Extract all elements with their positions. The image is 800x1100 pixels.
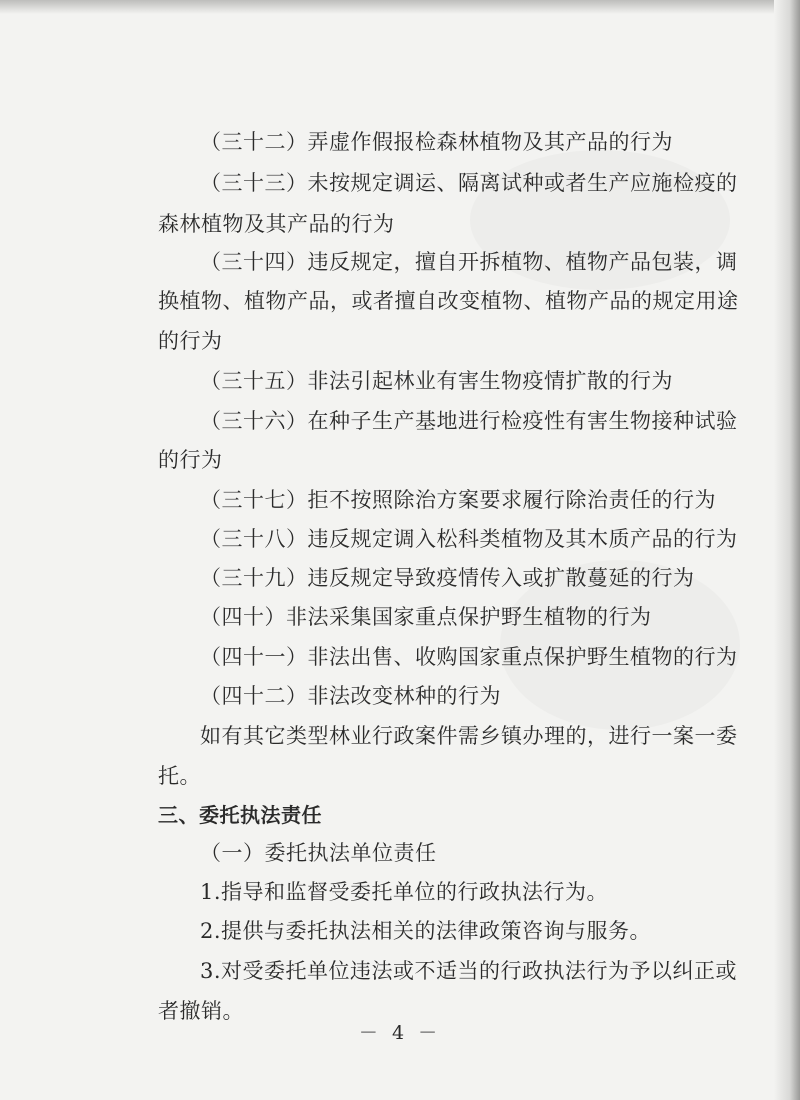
text-line: （三十八）违反规定调入松科类植物及其木质产品的行为	[200, 527, 738, 551]
text-line: （三十四）违反规定，擅自开拆植物、植物产品包装，调	[200, 250, 738, 274]
text-line: （四十二）非法改变林种的行为	[200, 684, 501, 708]
text-line: 托。	[158, 764, 201, 788]
text-line: （四十）非法采集国家重点保护野生植物的行为	[200, 605, 652, 629]
text-line: 的行为	[158, 329, 223, 353]
text-line: （三十五）非法引起林业有害生物疫情扩散的行为	[200, 369, 673, 393]
text-line: 如有其它类型林业行政案件需乡镇办理的，进行一案一委	[200, 724, 738, 748]
text-line: （三十三）未按规定调运、隔离试种或者生产应施检疫的	[200, 171, 738, 195]
text-line: （三十九）违反规定导致疫情传入或扩散蔓延的行为	[200, 566, 695, 590]
text-line: （三十二）弄虚作假报检森林植物及其产品的行为	[200, 130, 673, 154]
text-line: 者撤销。	[158, 999, 244, 1023]
text-line: 换植物、植物产品，或者擅自改变植物、植物产品的规定用途	[158, 289, 739, 313]
text-line: （四十一）非法出售、收购国家重点保护野生植物的行为	[200, 645, 738, 669]
text-line: 森林植物及其产品的行为	[158, 212, 395, 236]
text-line: 2.提供与委托执法相关的法律政策咨询与服务。	[200, 919, 652, 943]
scan-right-edge	[774, 0, 800, 1100]
text-line: （三十六）在种子生产基地进行检疫性有害生物接种试验	[200, 409, 738, 433]
text-line: （三十七）拒不按照除治方案要求履行除治责任的行为	[200, 488, 716, 512]
text-line: 3.对受委托单位违法或不适当的行政执法行为予以纠正或	[200, 959, 738, 983]
scan-top-edge	[0, 0, 800, 14]
page-number: － 4 －	[358, 1022, 442, 1044]
text-line: 的行为	[158, 448, 223, 472]
subsection-heading: （一）委托执法单位责任	[200, 841, 437, 865]
text-line: 1.指导和监督受委托单位的行政执法行为。	[200, 880, 609, 904]
section-heading: 三、委托执法责任	[158, 803, 322, 827]
